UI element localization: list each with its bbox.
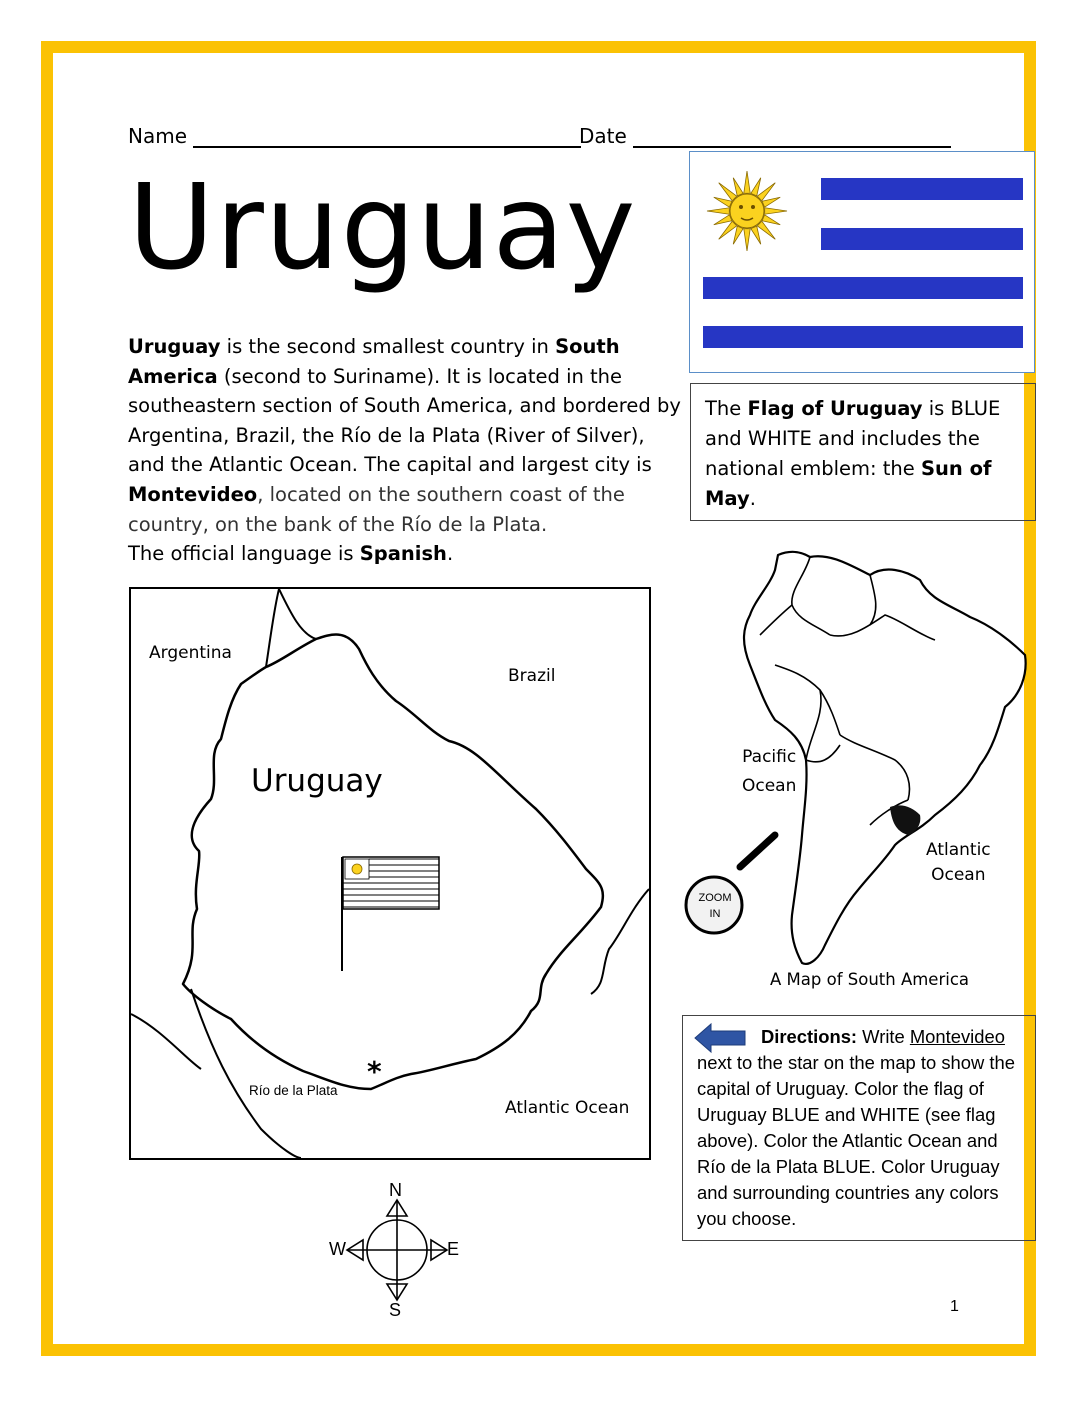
left-arrow-icon <box>693 1022 747 1054</box>
name-label: Name <box>128 124 188 148</box>
sun-ray <box>744 171 750 193</box>
compass-e: E <box>447 1239 460 1259</box>
compass-w: W <box>329 1239 346 1259</box>
south-america-map <box>680 545 1036 1005</box>
sun-ray <box>733 178 743 196</box>
flag-stripe <box>821 178 1023 200</box>
map-flag-icon <box>342 857 439 971</box>
sun-ray <box>757 221 775 239</box>
compass-s: S <box>389 1300 402 1320</box>
sun-ray <box>757 183 775 201</box>
flag-stripe <box>703 277 1023 299</box>
sun-ray <box>744 229 750 251</box>
flag-stripe <box>703 326 1023 348</box>
map-caption: A Map of South America <box>770 970 970 989</box>
directions-box: Directions: Write Montevideo next to the star on the map to show the capital of Uruguay. Color the flag of Uruguay BLUE and WHITE (see flag above). Color the Atlantic Ocean and Río de la Plata BLUE. Color Uruguay and surrounding countries any colors you choose. <box>682 1015 1036 1241</box>
sun-ray <box>707 208 729 214</box>
date-label: Date <box>579 124 627 148</box>
sun-ray <box>762 197 780 207</box>
intro-paragraph: Uruguay is the second smallest country in South America (second to Suriname). It is located in the southeastern section of South America, and bordered by Argentina, Brazil, the Río de la Plata (River of Silver), and the Atlantic Ocean. The capital and largest city is Montevideo, located on the southern coast of the country, on the bank of the Río de la Plata. <box>128 335 681 536</box>
capital-name: Montevideo <box>909 1026 1005 1047</box>
label-argentina: Argentina <box>149 643 232 663</box>
language-sentence: The official language is Spanish. <box>128 542 454 566</box>
name-blank[interactable] <box>193 126 581 148</box>
directions-label: Directions: <box>761 1026 858 1047</box>
flag-description: The Flag of Uruguay is BLUE and WHITE and includes the national emblem: the Sun of May. <box>690 383 1036 521</box>
sun-ray <box>719 221 737 239</box>
sun-ray <box>751 178 761 196</box>
compass-n: N <box>389 1180 402 1200</box>
sun-of-may-icon <box>707 171 787 251</box>
flag-stripe <box>821 228 1023 250</box>
sun-ray <box>719 183 737 201</box>
name-field[interactable] <box>128 124 581 148</box>
compass-rose <box>325 1178 465 1322</box>
sun-ray <box>762 215 780 225</box>
capital-star: * <box>367 1055 382 1088</box>
date-field[interactable] <box>579 124 951 148</box>
label-pacific-ocean: Pacific Ocean <box>742 747 797 796</box>
label-atlantic-ocean: Atlantic Ocean <box>505 1098 630 1118</box>
label-brazil: Brazil <box>508 666 556 686</box>
uruguay-map <box>129 587 651 1160</box>
sun-ray <box>714 215 732 225</box>
date-blank[interactable] <box>633 126 951 148</box>
label-rio-de-la-plata: Río de la Plata <box>249 1083 338 1098</box>
sun-ray <box>714 197 732 207</box>
sun-ray <box>765 208 787 214</box>
sun-ray <box>733 226 743 244</box>
sun-ray <box>751 226 761 244</box>
intro-text <box>128 332 684 569</box>
label-sa-atlantic-ocean: Atlantic Ocean <box>926 840 991 885</box>
label-uruguay: Uruguay <box>251 763 383 799</box>
page-title: Uruguay <box>128 158 637 296</box>
uruguay-flag <box>689 151 1035 373</box>
page-number: 1 <box>950 1298 959 1315</box>
zoom-in-label: ZOOM IN <box>698 892 732 920</box>
